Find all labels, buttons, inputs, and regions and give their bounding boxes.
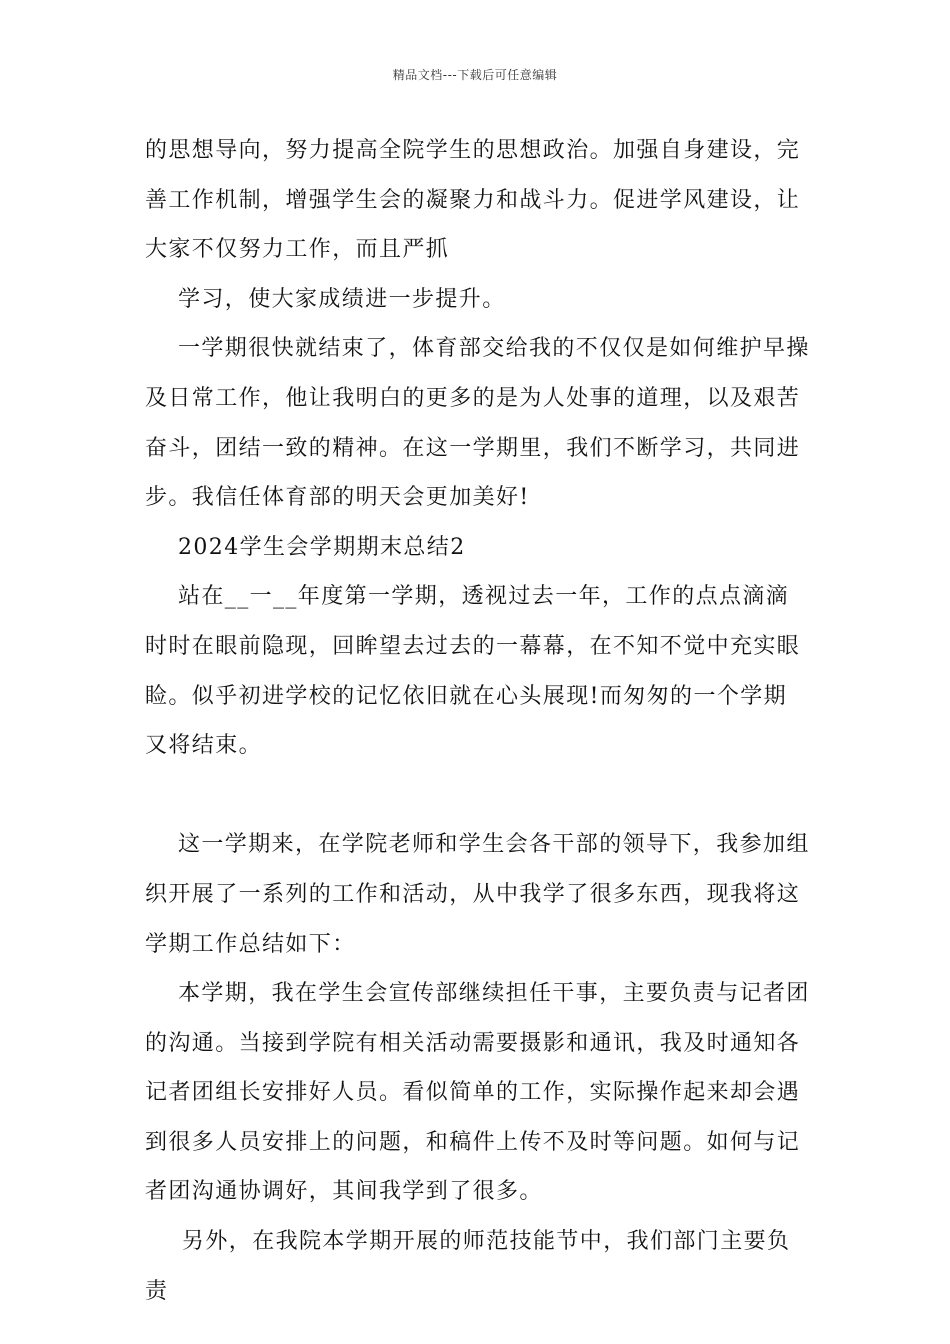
paragraph-6: 本学期，我在学生会宣传部继续担任干事，主要负责与记者团的沟通。当接到学院有相关活动需要摄影和通讯，我及时通知各记者团组长安排好人员。看似简单的工作，实际操作起来却会遇到很多人员安排上的问题，和稿件上传不及时等问题。如何与记者团沟通协调好，其间我学到了很多。 bbox=[145, 981, 810, 1205]
paragraph-5: 这一学期来，在学院老师和学生会各干部的领导下，我参加组织开展了一系列的工作和活动，从中我学了很多东西，现我将这学期工作总结如下： bbox=[145, 832, 810, 957]
paragraph-1: 的思想导向，努力提高全院学生的思想政治。加强自身建设，完善工作机制，增强学生会的凝聚力和战斗力。促进学风建设，让大家不仅努力工作，而且严抓 bbox=[145, 138, 801, 263]
paragraph-2: 学习，使大家成绩进一步提升。 bbox=[178, 286, 506, 312]
paragraph-7: 另外，在我院本学期开展的师范技能节中，我们部门主要负责 bbox=[145, 1229, 791, 1304]
paragraph-4: 站在__一__年度第一学期，透视过去一年，工作的点点滴滴时时在眼前隐现，回眸望去过去的一幕幕，在不知不觉中充实眼睑。似乎初进学校的记忆依旧就在心头展现!而匆匆的一个学期又将结束。 bbox=[145, 584, 801, 759]
blank-line bbox=[145, 771, 810, 821]
paragraph-3: 一学期很快就结束了，体育部交给我的不仅仅是如何维护早操及日常工作，他让我明白的更多的是为人处事的道理，以及艰苦奋斗，团结一致的精神。在这一学期里，我们不断学习，共同进步。我信任体育部的明天会更加美好! bbox=[145, 336, 810, 511]
section-heading: 2024学生会学期期末总结2 bbox=[178, 534, 466, 560]
page-header: 精品文档---下载后可任意编辑 bbox=[392, 68, 558, 82]
document-body bbox=[145, 126, 810, 1316]
